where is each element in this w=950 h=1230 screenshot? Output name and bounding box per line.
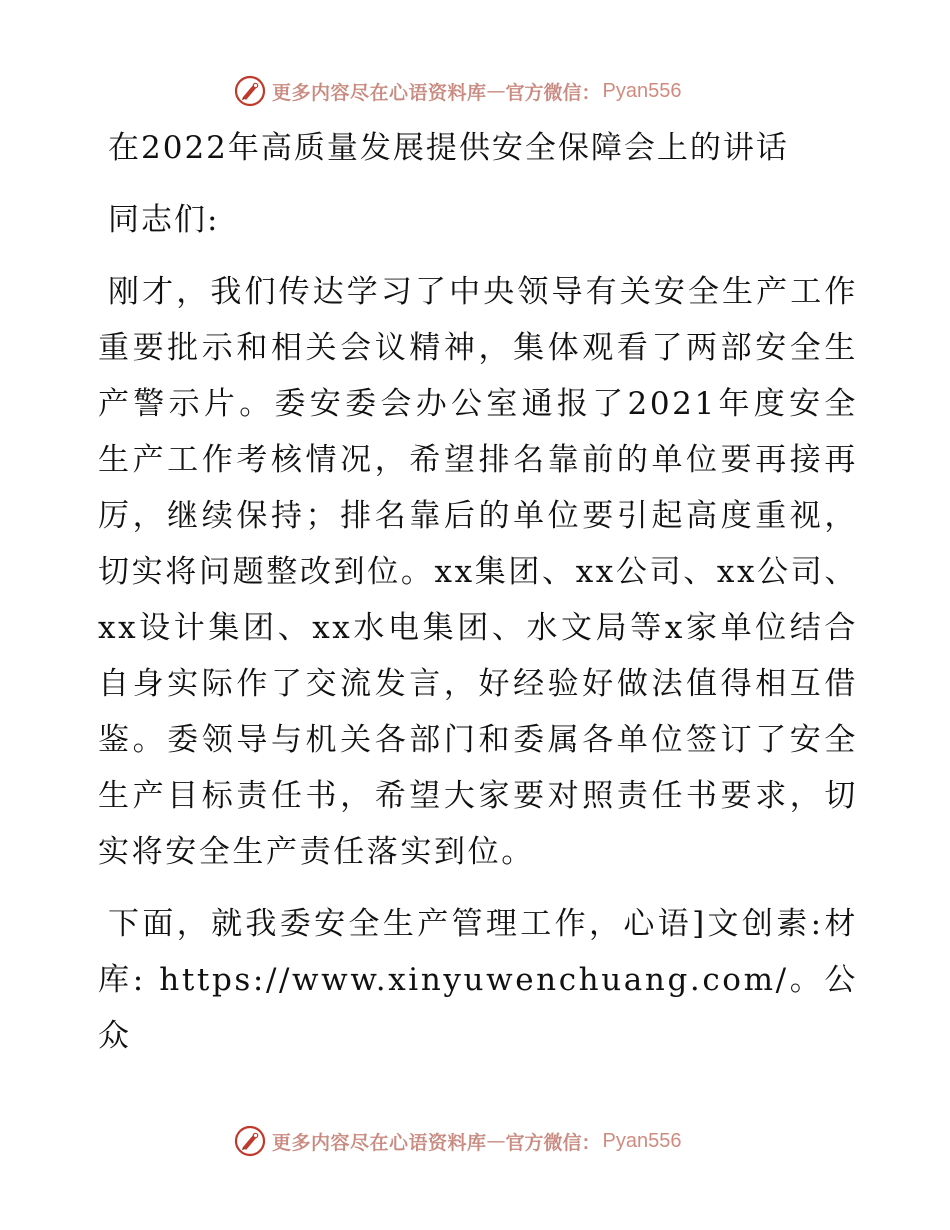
banner-text: 更多内容尽在心语资料库: [272, 81, 487, 104]
brand-logo-icon: [234, 75, 266, 107]
brand-logo-icon: [234, 1125, 266, 1157]
document-paragraph: 刚才，我们传达学习了中央领导有关安全生产工作重要批示和相关会议精神，集体观看了两部安全生产警示片。委安委会办公室通报了2021年度安全生产工作考核情况，希望排名靠前的单位要再接再厉，继续保持；排名靠后的单位要引起高度重视，切实将问题整改到位。xx集团、xx公司、xx公司、xx设计集团、xx水电集团、水文局等x家单位结合自身实际作了交流发言，好经验好做法值得相互借鉴。委领导与机关各部门和委属各单位签订了安全生产目标责任书，希望大家要对照责任书要求，切实将安全生产责任落实到位。: [98, 274, 858, 870]
banner-account: Pyan556: [602, 79, 682, 102]
banner-text: 更多内容尽在心语资料库: [272, 1131, 487, 1154]
document-title: 在2022年高质量发展提供安全保障会上的讲话: [108, 130, 789, 166]
document-body: [98, 120, 858, 1064]
banner-wechat-label: 官方微信：: [505, 81, 601, 104]
document-paragraph: 下面，就我委安全生产管理工作，心语]文创素:材库: https://www.xinyuwenchuang.com/。公众: [98, 906, 858, 1054]
banner-separator: —: [486, 1130, 506, 1152]
banner-account: Pyan556: [602, 1129, 682, 1152]
header-watermark-banner: [234, 73, 682, 109]
footer-watermark-banner: [234, 1123, 682, 1159]
banner-wechat-label: 官方微信：: [505, 1131, 601, 1154]
banner-separator: —: [486, 80, 506, 102]
document-greeting: 同志们:: [108, 202, 220, 238]
